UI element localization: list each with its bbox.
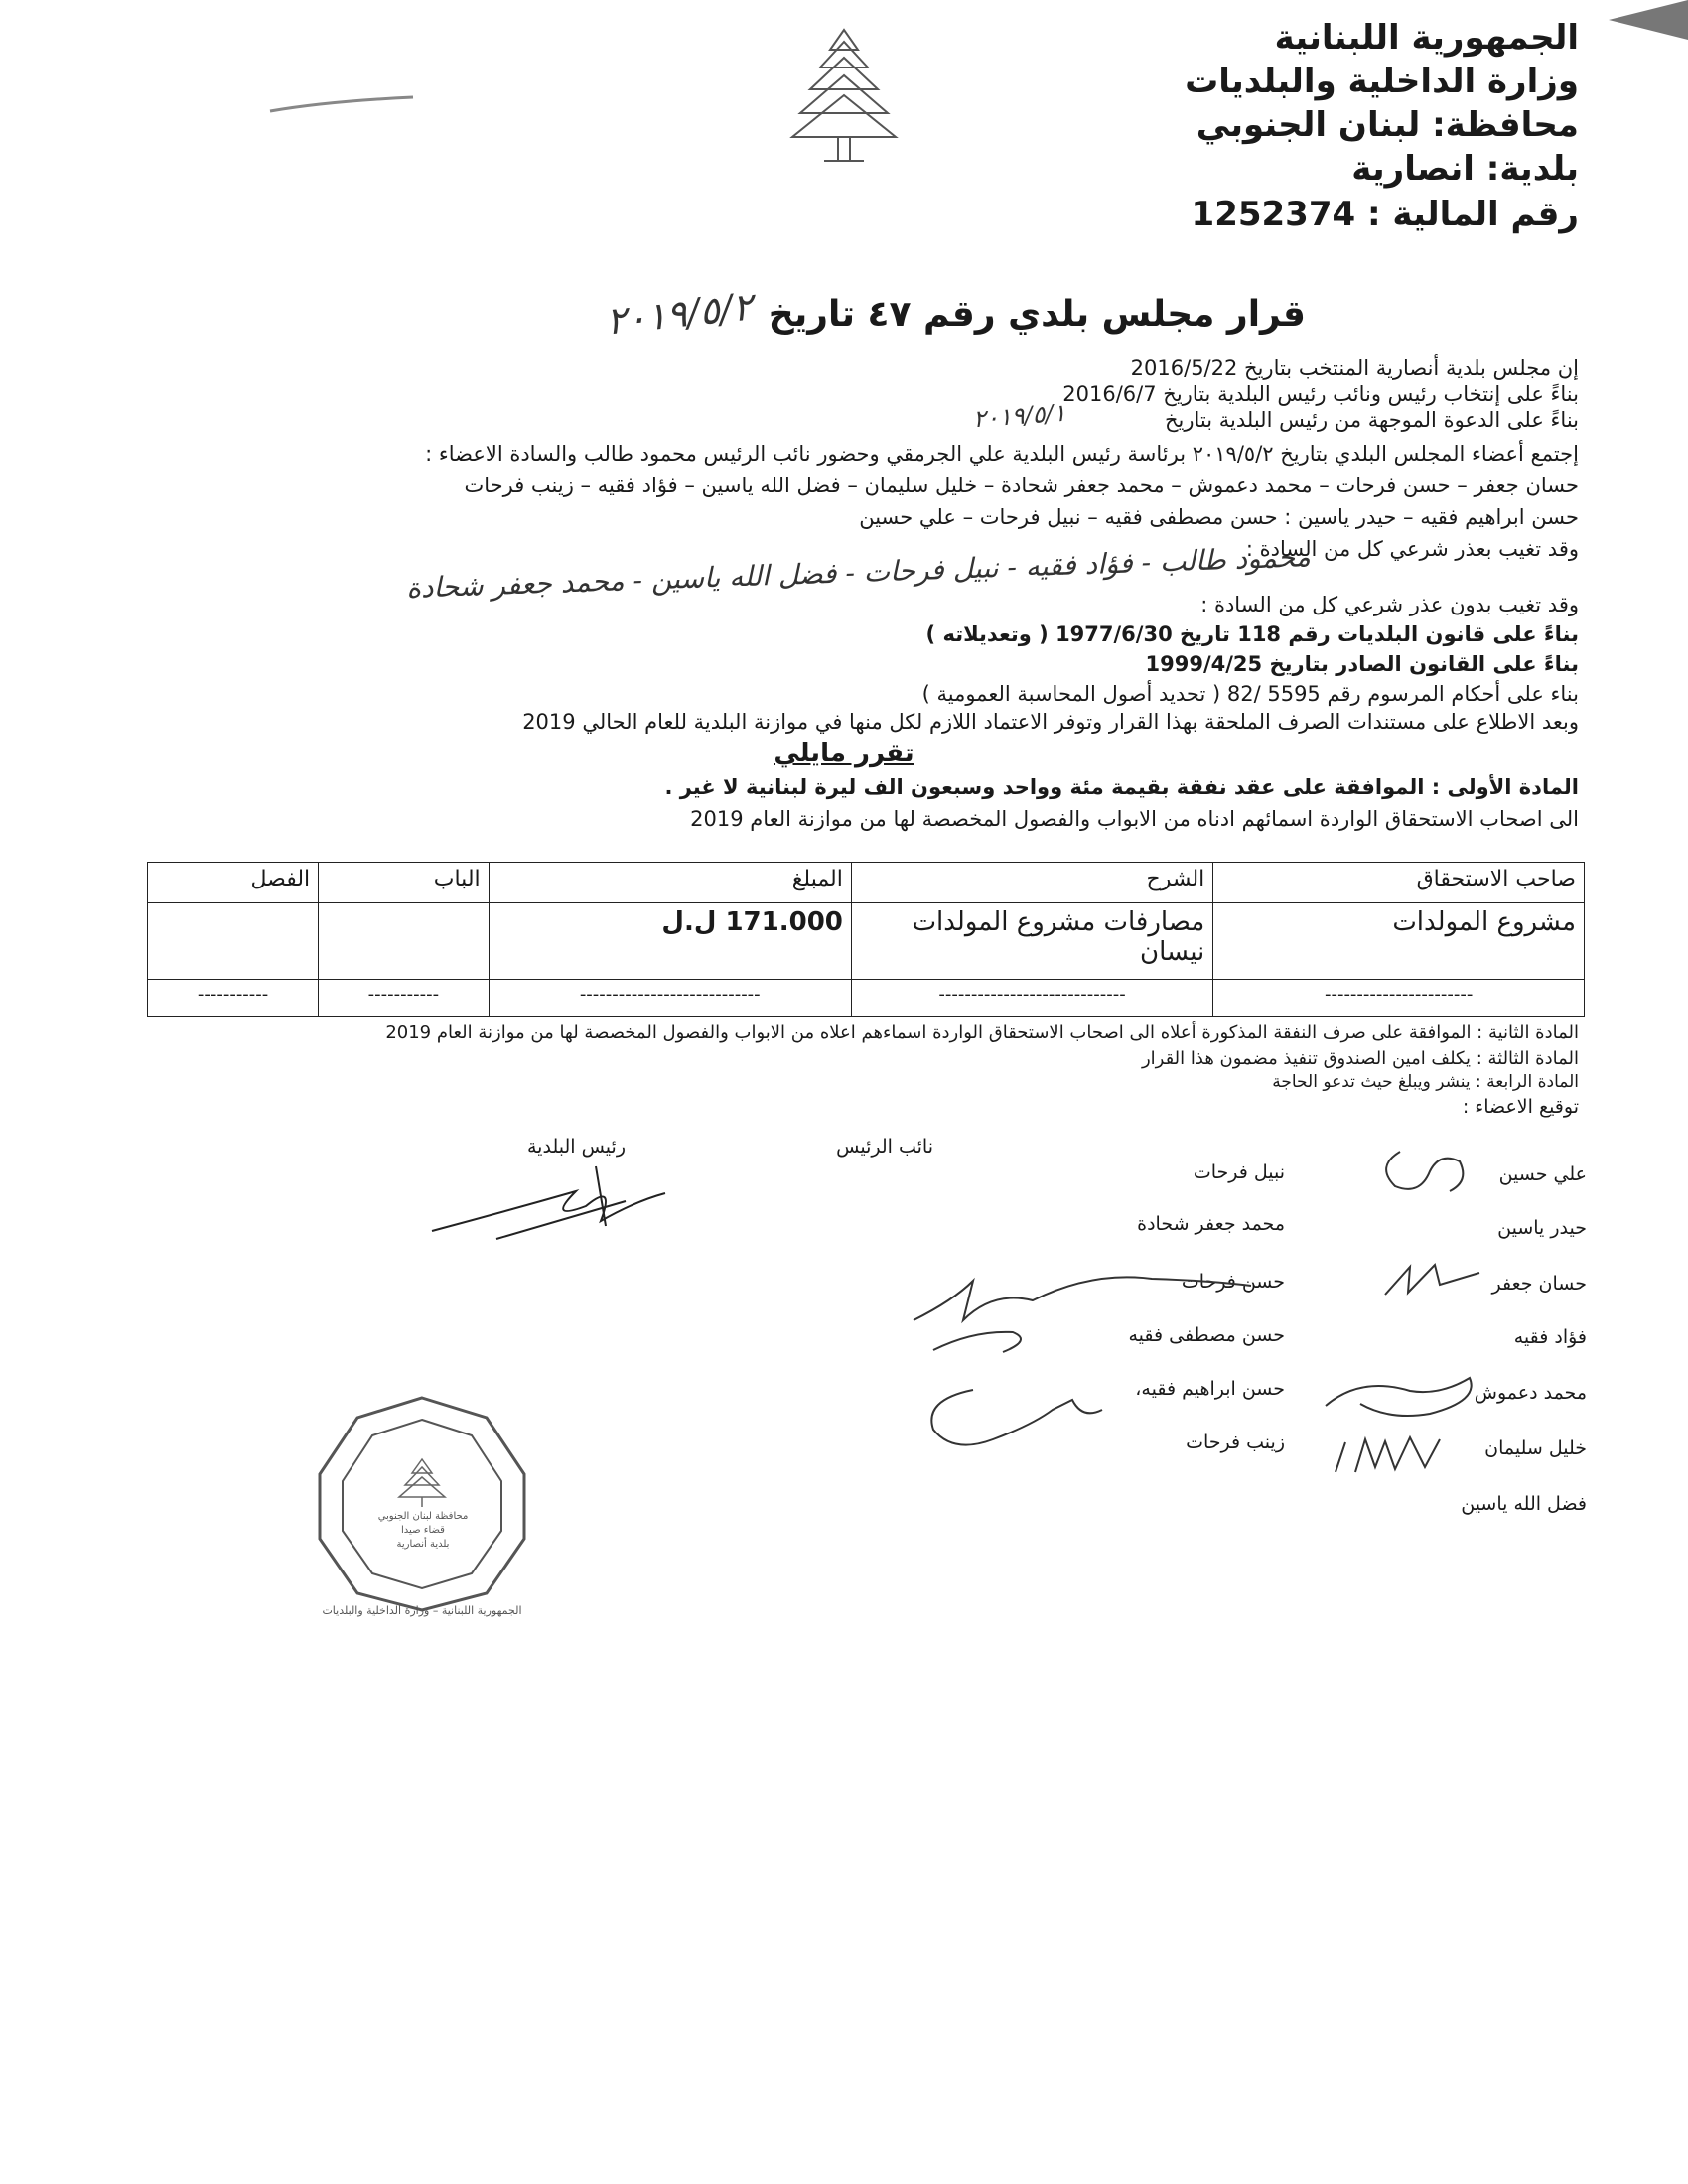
cell-description: مصارفات مشروع المولدات نيسان (851, 903, 1212, 980)
signatory-right-1: علي حسين (1498, 1163, 1587, 1185)
article-1-line-2: الى اصحاب الاستحقاق الواردة اسمائهم ادناه من الابواب والفصول المخصصة لها من موازنة العام 2019 (690, 807, 1579, 831)
preamble-line-2: بناءً على إنتخاب رئيس ونائب رئيس البلدية بتاريخ 2016/6/7 (1062, 382, 1579, 406)
scan-mark (268, 91, 417, 121)
dash-cell: ----------------------------- (851, 980, 1212, 1017)
header-description: الشرح (851, 863, 1212, 903)
table-row (148, 903, 1585, 980)
signatory-mid-5: حسن ابراهيم فقيه، (1135, 1378, 1285, 1400)
dash-cell: ----------------------- (1213, 980, 1585, 1017)
preamble-line-1: إن مجلس بلدية أنصارية المنتخب بتاريخ 2016/5/22 (1130, 356, 1579, 380)
law-line-1: بناءً على قانون البلديات رقم 118 تاريخ 1977/6/30 ( وتعديلاته ) (925, 622, 1579, 646)
members-line-1: حسان جعفر – حسن فرحات – محمد دعموش – محمد جعفر شحادة – خليل سليمان – فضل الله ياسين – فؤاد فقيه – زينب فرحات (464, 474, 1579, 497)
cell-section (148, 903, 319, 980)
decision-title: قرار مجلس بلدي رقم ٤٧ تاريخ (768, 294, 1306, 335)
official-stamp (308, 1390, 536, 1618)
law-line-4: وبعد الاطلاع على مستندات الصرف الملحقة بهذا القرار وتوفر الاعتماد اللازم لكل منها في موازنة البلدية للعام الحالي 2019 (522, 710, 1579, 734)
members-line-2: حسن ابراهيم فقيه – حيدر ياسين : حسن مصطفى فقيه – نبيل فرحات – علي حسين (859, 505, 1579, 529)
signatory-right-2: حيدر ياسين (1497, 1217, 1587, 1239)
cell-chapter (319, 903, 489, 980)
table-header-row (148, 863, 1585, 903)
signatory-mid-2: محمد جعفر شحادة (1137, 1213, 1285, 1235)
article-2: المادة الثانية : الموافقة على صرف النفقة المذكورة أعلاه الى اصحاب الاستحقاق الواردة اسماءهم اعلاه من الابواب والفصول المخصصة لها من موازنة العام 2019 (385, 1023, 1579, 1043)
signatures-label: توقيع الاعضاء : (1462, 1096, 1579, 1118)
cell-amount: 171.000 ل.ل (489, 903, 851, 980)
cell-beneficiary: مشروع المولدات (1213, 903, 1585, 980)
table-dash-row (148, 980, 1585, 1017)
handwritten-date: ٢٠١٩/٥/٢ (604, 284, 755, 343)
dash-cell: ----------- (148, 980, 319, 1017)
article-4: المادة الرابعة : ينشر ويبلغ حيث تدعو الحاجة (1272, 1072, 1579, 1092)
signatory-right-4: فؤاد فقيه (1513, 1326, 1587, 1348)
signature-hassan-farhat (894, 1261, 1271, 1360)
stamp-municipality: بلدية أنصارية (396, 1539, 450, 1550)
vice-president-label: نائب الرئيس (836, 1136, 933, 1158)
cedar-emblem-icon (784, 20, 904, 169)
signatory-mid-3: حسن فرحات (1181, 1271, 1285, 1293)
municipality: بلدية: انصارية (1351, 149, 1579, 189)
dash-cell: ---------------------------- (489, 980, 851, 1017)
preamble-line-4: إجتمع أعضاء المجلس البلدي بتاريخ ٢٠١٩/٥/٢ برئاسة رئيس البلدية علي الجرمقي وحضور نائب الرئيس محمود طالب والسادة الاعضاء : (425, 442, 1579, 466)
signatory-right-3: حسان جعفر (1491, 1273, 1587, 1295)
signature-khalil-sleiman (1331, 1428, 1470, 1477)
handwritten-invite-date: ٢٠١٩/٥/١ (972, 398, 1067, 434)
signatory-right-6: خليل سليمان (1484, 1437, 1587, 1459)
signature-ali-hussein (1370, 1142, 1479, 1201)
signatory-mid-4: حسن مصطفى فقيه (1128, 1324, 1285, 1346)
article-3: المادة الثالثة : يكلف امين الصندوق تنفيذ مضمون هذا القرار (1141, 1048, 1579, 1069)
signatory-mid-1: نبيل فرحات (1193, 1161, 1285, 1183)
expense-table (147, 862, 1585, 1017)
signatory-mid-6: زينب فرحات (1186, 1432, 1285, 1453)
header-beneficiary: صاحب الاستحقاق (1213, 863, 1585, 903)
header-section: الفصل (148, 863, 319, 903)
ministry-name: وزارة الداخلية والبلديات (1185, 62, 1579, 101)
signatory-right-5: محمد دعموش (1474, 1382, 1587, 1404)
absent-unexcused-label: وقد تغيب بدون عذر شرعي كل من السادة : (1200, 593, 1579, 616)
corner-mark (1609, 0, 1688, 40)
absent-excused-label: وقد تغيب بعذر شرعي كل من السادة : (1245, 537, 1579, 561)
republic-name: الجمهورية اللبنانية (1274, 18, 1579, 58)
absent-excused-handwritten: محمود طالب - فؤاد فقيه - نبيل فرحات - فضل الله ياسين - محمد جعفر شحادة (405, 540, 1312, 605)
law-line-2: بناءً على القانون الصادر بتاريخ 1999/4/25 (1145, 652, 1579, 676)
signature-mohamad-damoush (1321, 1366, 1489, 1426)
header-amount: المبلغ (489, 863, 851, 903)
finance-number: رقم المالية : 1252374 (1191, 195, 1579, 234)
stamp-district: قضاء صيدا (401, 1525, 445, 1536)
header-chapter: الباب (319, 863, 489, 903)
dash-cell: ----------- (319, 980, 489, 1017)
stamp-outer-text: الجمهورية اللبنانية – وزارة الداخلية والبلديات (322, 1604, 522, 1617)
signatory-right-7: فضل الله ياسين (1461, 1493, 1587, 1515)
law-line-3: بناء على أحكام المرسوم رقم 5595 /82 ( تحديد أصول المحاسبة العمومية ) (921, 682, 1579, 706)
signature-hassan-ibrahim-faqih (914, 1370, 1132, 1459)
decision-heading: تقرر مايلي (774, 739, 914, 768)
governorate: محافظة: لبنان الجنوبي (1196, 105, 1579, 145)
preamble-line-3: بناءً على الدعوة الموجهة من رئيس البلدية بتاريخ (1164, 408, 1579, 432)
stamp-governorate: محافظة لبنان الجنوبي (377, 1511, 469, 1522)
signature-hassan-jaafar (1380, 1255, 1489, 1304)
president-signature (427, 1152, 675, 1251)
article-1-line-1: المادة الأولى : الموافقة على عقد نفقة بقيمة مئة وواحد وسبعون الف ليرة لبنانية لا غير . (664, 775, 1579, 799)
president-label: رئيس البلدية (527, 1136, 626, 1158)
